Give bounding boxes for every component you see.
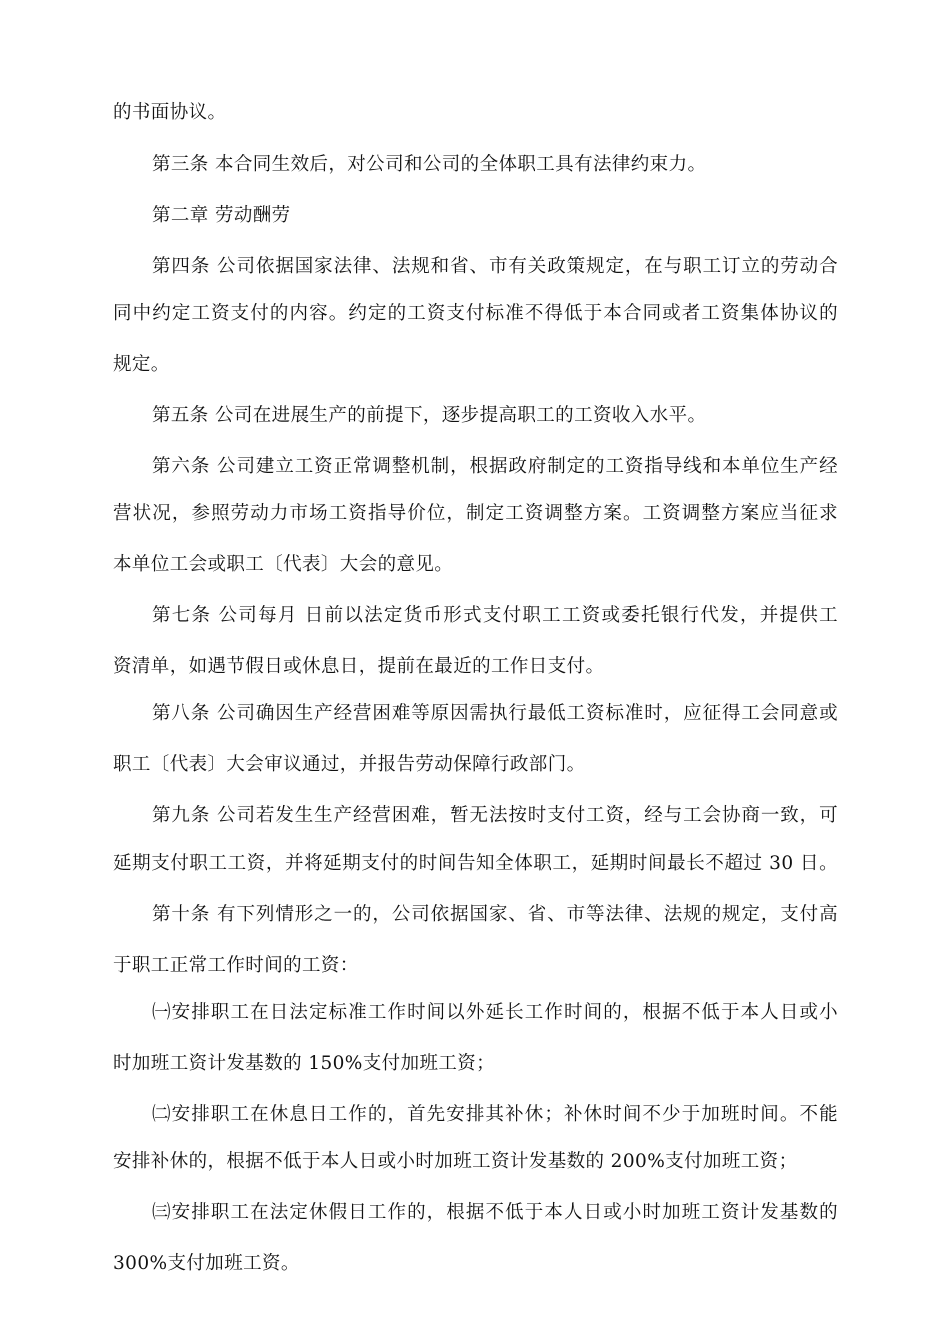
paragraph-line: 第九条 公司若发生生产经营困难，暂无法按时支付工资，经与工会协商一致，可 (152, 805, 838, 826)
paragraph-line: 第八条 公司确因生产经营困难等原因需执行最低工资标准时，应征得工会同意或 (152, 703, 838, 724)
paragraph-line: 于职工正常工作时间的工资： (113, 955, 359, 976)
paragraph-line: 第六条 公司建立工资正常调整机制，根据政府制定的工资指导线和本单位生产经 (152, 456, 838, 477)
paragraph-line: 第五条 公司在进展生产的前提下，逐步提高职工的工资收入水平。 (152, 405, 707, 426)
paragraph-line: 第四条 公司依据国家法律、法规和省、市有关政策规定，在与职工订立的劳动合 (152, 256, 838, 277)
paragraph-line: 第十条 有下列情形之一的，公司依据国家、省、市等法律、法规的规定，支付高 (152, 904, 838, 925)
list-item-line: 安排补休的，根据不低于本人日或小时加班工资计发基数的 200%支付加班工资； (113, 1151, 798, 1172)
list-item-line: ㈠安排职工在日法定标准工作时间以外延长工作时间的，根据不低于本人日或小 (152, 1002, 838, 1023)
paragraph-line: 第七条 公司每月 日前以法定货币形式支付职工工资或委托银行代发，并提供工 (152, 605, 838, 626)
paragraph-line: 营状况，参照劳动力市场工资指导价位，制定工资调整方案。工资调整方案应当征求 (113, 503, 838, 524)
paragraph-line: 同中约定工资支付的内容。约定的工资支付标准不得低于本合同或者工资集体协议的 (113, 303, 838, 324)
paragraph-line: 资清单，如遇节假日或休息日，提前在最近的工作日支付。 (113, 656, 605, 677)
chapter-heading: 第二章 劳动酬劳 (152, 205, 291, 226)
paragraph-line: 第三条 本合同生效后，对公司和公司的全体职工具有法律约束力。 (152, 154, 707, 175)
paragraph-line: 本单位工会或职工〔代表〕大会的意见。 (113, 554, 454, 575)
paragraph-line: 的书面协议。 (113, 102, 227, 123)
paragraph-line: 延期支付职工工资，并将延期支付的时间告知全体职工，延期时间最长不超过 30 日。 (113, 853, 838, 874)
paragraph-line: 职工〔代表〕大会审议通过，并报告劳动保障行政部门。 (113, 754, 586, 775)
list-item-line: ㈢安排职工在法定休假日工作的，根据不低于本人日或小时加班工资计发基数的 (152, 1202, 838, 1223)
list-item-line: ㈡安排职工在休息日工作的，首先安排其补休；补休时间不少于加班时间。不能 (152, 1104, 838, 1125)
paragraph-line: 规定。 (113, 354, 170, 375)
list-item-line: 时加班工资计发基数的 150%支付加班工资； (113, 1053, 496, 1074)
list-item-line: 300%支付加班工资。 (113, 1253, 300, 1274)
